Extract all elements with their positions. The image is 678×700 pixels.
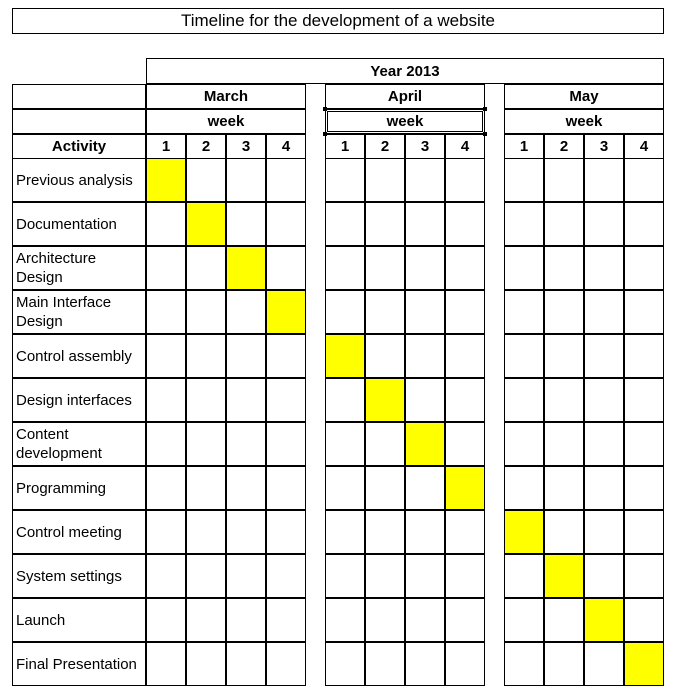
gantt-cell: [405, 334, 445, 378]
gantt-cell: [325, 466, 365, 510]
gantt-cell: [624, 378, 664, 422]
gantt-cell: [146, 422, 186, 466]
gantt-cell: [186, 422, 226, 466]
gantt-cell: [544, 598, 584, 642]
gantt-cell: [325, 158, 365, 202]
activity-label: Content development: [12, 422, 146, 466]
week-number-header: 1: [504, 134, 544, 159]
activity-label: System settings: [12, 554, 146, 598]
gantt-cell: [226, 422, 266, 466]
gantt-cell: [405, 290, 445, 334]
gantt-cell: [365, 290, 405, 334]
gantt-cell: [624, 466, 664, 510]
gantt-cell: [445, 554, 485, 598]
gantt-cell: [405, 246, 445, 290]
gantt-cell: [405, 202, 445, 246]
gantt-cell: [445, 642, 485, 686]
gantt-bar: [445, 466, 485, 510]
chart-title: Timeline for the development of a website: [12, 8, 664, 34]
gantt-cell: [365, 554, 405, 598]
gantt-cell: [146, 378, 186, 422]
week-number-header: 1: [146, 134, 186, 159]
gantt-cell: [624, 334, 664, 378]
gantt-cell: [445, 378, 485, 422]
gantt-bar: [325, 334, 365, 378]
gantt-cell: [445, 290, 485, 334]
gantt-cell: [405, 510, 445, 554]
gantt-cell: [445, 202, 485, 246]
gantt-cell: [146, 554, 186, 598]
week-number-header: 3: [584, 134, 624, 159]
gantt-cell: [186, 378, 226, 422]
activity-label: Control assembly: [12, 334, 146, 378]
gantt-cell: [266, 246, 306, 290]
gantt-cell: [624, 422, 664, 466]
gantt-cell: [584, 202, 624, 246]
gantt-cell: [544, 334, 584, 378]
gantt-bar: [365, 378, 405, 422]
activity-label: Main Interface Design: [12, 290, 146, 334]
gantt-cell: [624, 202, 664, 246]
activity-column-header: Activity: [12, 134, 146, 159]
week-number-header: 2: [365, 134, 405, 159]
week-number-header: 4: [445, 134, 485, 159]
week-number-header: 3: [226, 134, 266, 159]
gantt-bar: [504, 510, 544, 554]
gantt-cell: [544, 202, 584, 246]
gantt-cell: [146, 202, 186, 246]
gantt-cell: [624, 510, 664, 554]
gantt-cell: [266, 598, 306, 642]
gantt-cell: [405, 158, 445, 202]
gantt-cell: [365, 598, 405, 642]
gantt-cell: [365, 202, 405, 246]
week-header: week: [146, 109, 306, 134]
gantt-cell: [544, 466, 584, 510]
month-header-april: April: [325, 84, 485, 109]
gantt-cell: [504, 554, 544, 598]
gantt-cell: [504, 202, 544, 246]
gantt-cell: [266, 378, 306, 422]
gantt-cell: [445, 510, 485, 554]
gantt-cell: [226, 202, 266, 246]
month-header-may: May: [504, 84, 664, 109]
gantt-cell: [584, 246, 624, 290]
activity-header-blank: [12, 84, 146, 109]
gantt-bar: [405, 422, 445, 466]
gantt-cell: [405, 378, 445, 422]
gantt-cell: [405, 466, 445, 510]
gantt-cell: [544, 422, 584, 466]
gantt-bar: [266, 290, 306, 334]
gantt-cell: [146, 466, 186, 510]
gantt-cell: [146, 510, 186, 554]
gantt-cell: [325, 378, 365, 422]
gantt-cell: [504, 422, 544, 466]
gantt-cell: [365, 510, 405, 554]
gantt-bar: [226, 246, 266, 290]
activity-label: Design interfaces: [12, 378, 146, 422]
gantt-cell: [445, 246, 485, 290]
gantt-cell: [584, 378, 624, 422]
gantt-cell: [186, 246, 226, 290]
selection-handle[interactable]: [483, 132, 487, 136]
activity-label: Programming: [12, 466, 146, 510]
gantt-cell: [186, 158, 226, 202]
gantt-cell: [624, 290, 664, 334]
gantt-cell: [365, 158, 405, 202]
gantt-cell: [266, 642, 306, 686]
gantt-cell: [186, 334, 226, 378]
gantt-cell: [186, 598, 226, 642]
gantt-cell: [146, 598, 186, 642]
gantt-cell: [365, 466, 405, 510]
gantt-cell: [266, 466, 306, 510]
activity-header-blank: [12, 109, 146, 134]
gantt-cell: [365, 246, 405, 290]
gantt-cell: [405, 554, 445, 598]
week-number-header: 4: [624, 134, 664, 159]
gantt-cell: [266, 510, 306, 554]
gantt-cell: [266, 554, 306, 598]
gantt-cell: [624, 158, 664, 202]
gantt-cell: [504, 334, 544, 378]
gantt-cell: [226, 598, 266, 642]
gantt-cell: [584, 158, 624, 202]
gantt-cell: [325, 246, 365, 290]
gantt-bar: [544, 554, 584, 598]
gantt-cell: [226, 466, 266, 510]
gantt-cell: [266, 422, 306, 466]
week-number-header: 4: [266, 134, 306, 159]
activity-label: Control meeting: [12, 510, 146, 554]
gantt-cell: [186, 554, 226, 598]
gantt-cell: [186, 466, 226, 510]
gantt-cell: [504, 290, 544, 334]
gantt-cell: [504, 642, 544, 686]
gantt-cell: [226, 158, 266, 202]
week-header: week: [504, 109, 664, 134]
gantt-cell: [445, 158, 485, 202]
gantt-cell: [544, 290, 584, 334]
gantt-cell: [584, 290, 624, 334]
gantt-cell: [226, 554, 266, 598]
gantt-cell: [325, 642, 365, 686]
gantt-cell: [584, 642, 624, 686]
gantt-cell: [584, 422, 624, 466]
gantt-cell: [325, 510, 365, 554]
gantt-cell: [146, 290, 186, 334]
gantt-cell: [624, 246, 664, 290]
gantt-cell: [624, 598, 664, 642]
week-number-header: 2: [544, 134, 584, 159]
gantt-cell: [584, 510, 624, 554]
gantt-cell: [544, 246, 584, 290]
gantt-cell: [365, 422, 405, 466]
gantt-cell: [226, 510, 266, 554]
gantt-cell: [325, 290, 365, 334]
gantt-cell: [504, 598, 544, 642]
gantt-cell: [445, 422, 485, 466]
gantt-cell: [544, 158, 584, 202]
gantt-cell: [544, 378, 584, 422]
gantt-cell: [146, 642, 186, 686]
gantt-cell: [544, 642, 584, 686]
gantt-cell: [266, 202, 306, 246]
week-header[interactable]: week: [325, 109, 485, 134]
gantt-cell: [186, 290, 226, 334]
gantt-bar: [584, 598, 624, 642]
gantt-cell: [365, 642, 405, 686]
gantt-cell: [325, 598, 365, 642]
gantt-cell: [186, 510, 226, 554]
gantt-cell: [146, 246, 186, 290]
activity-label: Architecture Design: [12, 246, 146, 290]
activity-label: Previous analysis: [12, 158, 146, 202]
gantt-bar: [624, 642, 664, 686]
gantt-cell: [325, 554, 365, 598]
month-header-march: March: [146, 84, 306, 109]
gantt-cell: [266, 334, 306, 378]
gantt-cell: [445, 598, 485, 642]
gantt-cell: [584, 334, 624, 378]
gantt-cell: [365, 334, 405, 378]
gantt-cell: [584, 554, 624, 598]
gantt-cell: [504, 158, 544, 202]
gantt-cell: [584, 466, 624, 510]
gantt-cell: [266, 158, 306, 202]
gantt-cell: [226, 378, 266, 422]
selection-handle[interactable]: [323, 132, 327, 136]
gantt-cell: [146, 334, 186, 378]
gantt-cell: [504, 466, 544, 510]
activity-label: Launch: [12, 598, 146, 642]
gantt-cell: [504, 246, 544, 290]
activity-label: Final Presentation: [12, 642, 146, 686]
week-number-header: 2: [186, 134, 226, 159]
year-header: Year 2013: [146, 58, 664, 84]
week-number-header: 3: [405, 134, 445, 159]
gantt-cell: [226, 290, 266, 334]
week-number-header: 1: [325, 134, 365, 159]
gantt-cell: [504, 378, 544, 422]
gantt-cell: [405, 598, 445, 642]
selection-handle[interactable]: [483, 107, 487, 111]
gantt-cell: [544, 510, 584, 554]
gantt-cell: [186, 642, 226, 686]
gantt-bar: [146, 158, 186, 202]
gantt-cell: [226, 642, 266, 686]
gantt-cell: [445, 334, 485, 378]
gantt-cell: [325, 422, 365, 466]
gantt-cell: [226, 334, 266, 378]
gantt-cell: [325, 202, 365, 246]
activity-label: Documentation: [12, 202, 146, 246]
gantt-bar: [186, 202, 226, 246]
gantt-cell: [624, 554, 664, 598]
gantt-cell: [405, 642, 445, 686]
selection-handle[interactable]: [323, 107, 327, 111]
